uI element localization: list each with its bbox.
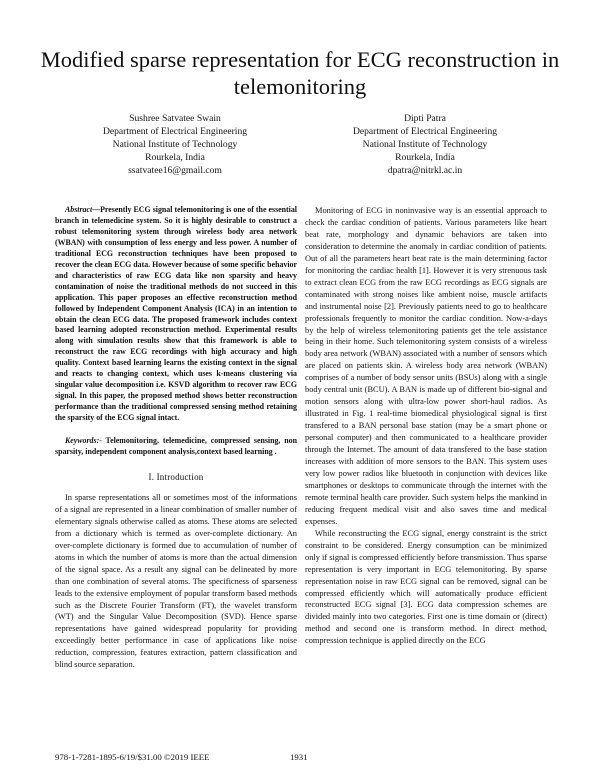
left-column — [55, 205, 297, 671]
body-paragraph-2: While reconstructing the ECG signal, energy constraint is the strict constraint to be considered. Energy consumption can be minimized only if signal is compressed efficiently before transmission. Thus sparse representation is very important in ECG telemonitoring. By sparse representation noise in raw ECG signal can be removed, signal can be compressed efficiently which will automatically produce efficient reconstructed ECG signal [3]. ECG data compression schemes are divided mainly into two categories. First one is time domain or (direct) method and second one is transform method. In direct method, compression technique is applied directly on the ECG — [305, 528, 547, 646]
author-block-2 — [300, 112, 550, 177]
author-name: Dipti Patra — [404, 113, 446, 124]
author-location: Rourkela, India — [395, 152, 455, 163]
keywords-lead: Keywords:- — [65, 436, 102, 446]
author-department: Department of Electrical Engineering — [102, 126, 248, 137]
keywords — [55, 436, 297, 458]
right-column — [305, 205, 547, 647]
author-block-1 — [50, 112, 300, 177]
author-institution: National Institute of Technology — [362, 139, 488, 150]
page-number: 1931 — [290, 752, 308, 762]
keywords-text: Telemonitoring, telemedicine, compressed sensing, non sparsity, independent component analysis,context based learning . — [55, 436, 297, 457]
abstract-lead: Abstract — [65, 205, 93, 214]
author-department: Department of Electrical Engineering — [352, 126, 498, 137]
abstract-text: —Presently ECG signal telemonitoring is one of the essential branch in telemedicine system. So it is highly desirable to construct a robust telemonitoring system through wireless body area network (WBAN) with consumption of less energy and less power. A number of traditional ECG reconstruction techniques have been proposed to recover the clean ECG data. However because of some specific behavior and characteristics of raw ECG data like non sparsity and heavy contamination of noise the traditional methods do not succeed in this application. This paper proposes an effective reconstruction method followed by Independent Component Analysis (ICA) in an intention to obtain the clean ECG data. The proposed framework includes context based learning adopted reconstruction method. Experimental results along with simulation results show that this framework is able to reconstruct the raw ECG recordings with high accuracy and high quality. Context based learning learns the existing context in the signal and reacts to changing context, which uses k-means clustering via singular value decomposition i.e. KSVD algorithm to recover raw ECG signal. In this paper, the proposed method shows better reconstruction performance than the traditional compressed sensing method retaining the sparsity of the ECG signal intact. — [55, 205, 297, 423]
section-heading-introduction: I. Introduction — [148, 471, 204, 482]
body-paragraph-1: Monitoring of ECG in noninvasive way is an essential approach to check the cardiac condition of patients. Various parameters like heart beat rate, morphology and dynamic behaviors are taken into consideration to determine the anomaly in cardiac condition of patients. Out of all the parameters heart beat rate is the main determining factor for monitoring the cardiac health [1]. However it is very strenuous task to extract clean ECG from the raw ECG recordings as ECG signals are contaminated with strong noises like ambient noise, muscle artifacts and instrumental noise [2]. Previously patients need to go to healthcare professionals frequently to monitor the cardiac condition. Now-a-days by the help of wireless telemonitoring patients get the tele assistance being in their home. Such telemonitoring system consists of a wireless body area network (WBAN) associated with a number of sensors which are placed on patients skin. A wireless body area network (WBAN) comprises of a number of body sensor units (BSUs) along with a single body central unit (BCU). A BAN is made up of different bio-signal and motion sensors along with ultra-low power short-haul radios. As illustrated in Fig. 1 real-time biomedical physiological signal is first transfered to a BAN personal base station (may be a smart phone or personal computer) and then communicated to a healthcare provider through the Internet. The amount of data transfered to the base station increases with addition of more sensors to the BAN. This system uses very low power radios like bluetooth in conjunction with devices like smartphones or desktops to communicate through the internet with the remote terminal health care provider. Such system helps the mankind in reducing frequent medical visit and also saves time and medical expenses. — [305, 206, 547, 526]
copyright-notice: 978-1-7281-1895-6/19/$31.00 ©2019 IEEE — [55, 752, 210, 762]
intro-paragraph: In sparse representations all or sometimes most of the informations of a signal are represented in a linear combination of smaller number of elementary signals otherwise called as atoms. These atoms are selected from a dictionary which is termed as over-complete dictionary. An over-complete dictionary is formed due to accumulation of number of atoms in which the number of atoms is more than the actual dimension of the signal space. As a result any signal can be delineated by more than one combination of several atoms. The specificness of sparseness leads to the extensive employment of popular transform based methods such as the Discrete Fourier Transform (FT), the wavelet transform (WT) and the Singular Value Decomposition (SVD). Hence sparse representations have gained widespread popularity for providing exceedingly better performance in case of applications like noise reduction, compression, features extraction, pattern classification and blind source separation. — [55, 492, 297, 670]
author-email: dpatra@nitrkl.ac.in — [387, 165, 463, 176]
author-location: Rourkela, India — [145, 152, 205, 163]
abstract — [55, 205, 297, 424]
author-name: Sushree Satvatee Swain — [129, 113, 221, 124]
paper-title: Modified sparse representation for ECG reconstruction in telemonitoring — [40, 47, 560, 99]
author-email: ssatvatee16@gmail.com — [128, 165, 222, 176]
author-institution: National Institute of Technology — [112, 139, 238, 150]
